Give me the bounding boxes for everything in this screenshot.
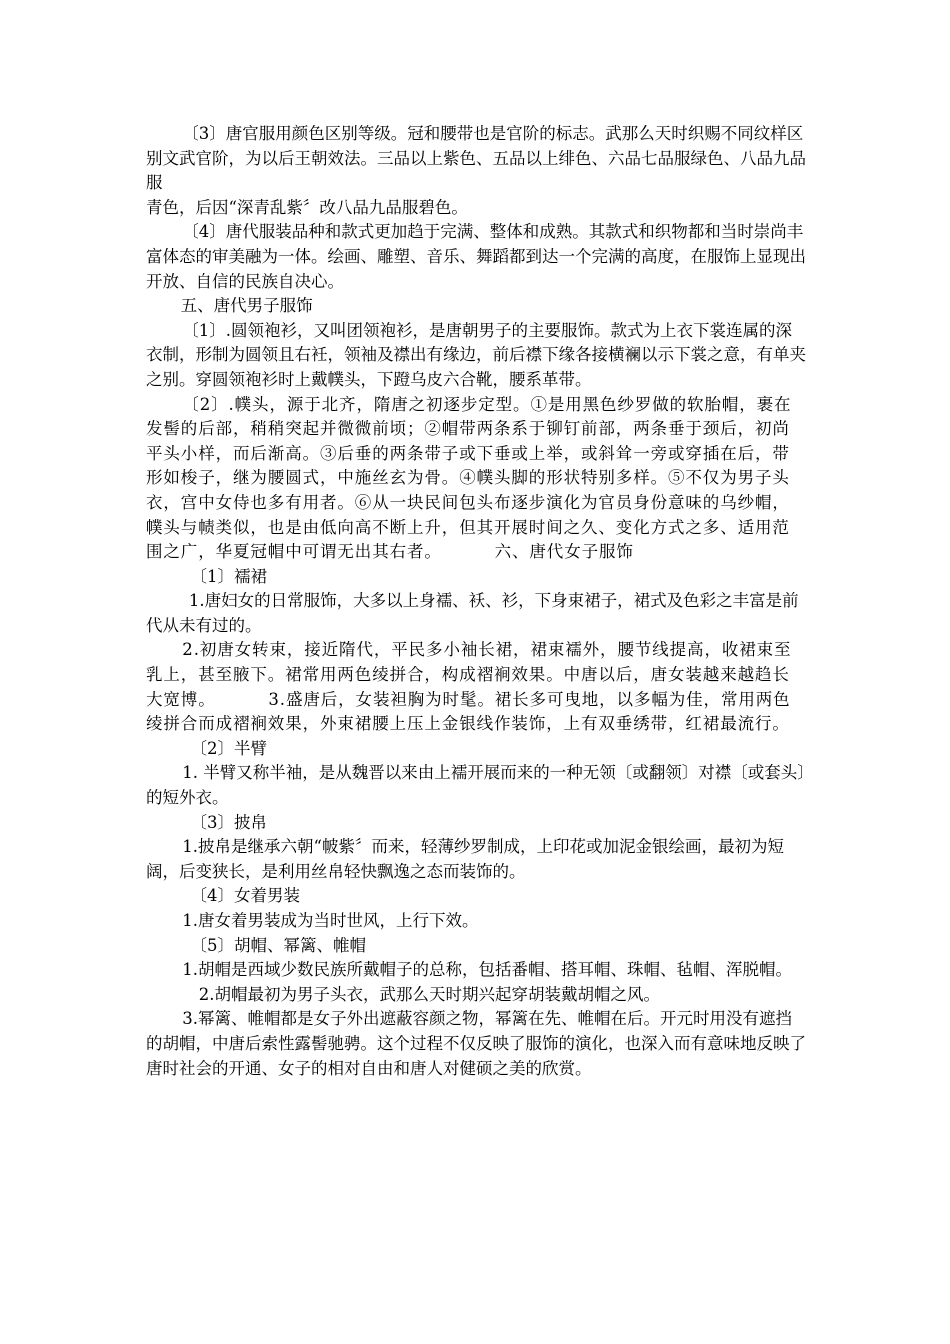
document-page (146, 122, 806, 1081)
hats-2-text: 2.胡帽最初为男子头衣，武那么天时期兴起穿胡装戴胡帽之风。 (198, 984, 661, 1004)
paragraph-round-collar-robe: 〔1〕.圆领袍衫，又叫团领袍衫，是唐朝男子的主要服饰。款式为上衣下裳连属的深衣制，形制为圆领且右衽，领袖及襟出有缘边，前后襟下缘各接横襕以示下裳之意，有单夹之别。穿圆领袍衫时上戴幞头，下蹬乌皮六合靴，腰系革带。 (146, 320, 806, 389)
paragraph-ruqun-2 (146, 638, 806, 736)
paragraph-official-colors: 〔3〕唐官服用颜色区别等级。冠和腰带也是官阶的标志。武那么天时织赐不同纹样区别文武官阶，为以后王朝效法。三品以上紫色、五品以上绯色、六品七品服绿色、八品九品服 (146, 124, 806, 193)
paragraph-men-dress-1: 1.唐女着男装成为当时世风，上行下效。 (182, 911, 479, 930)
section-heading-men: 五、唐代男子服饰 (180, 296, 313, 316)
section-heading-women: 六、唐代女子服饰 (494, 542, 634, 562)
paragraph-pibo-1: 1.披帛是继承六朝“帔紫〞而来，轻薄纱罗制成，上印花或加泥金银绘画，最初为短阔，后变狭长，是利用丝帛轻快飘逸之态而装饰的。 (146, 837, 784, 881)
paragraph-official-colors-cont: 青色，后因“深青乱紫〞改八品九品服碧色。 (146, 197, 468, 217)
futou-text: 〔2〕.幞头，源于北齐，隋唐之初逐步定型。①是用黑色纱罗做的软胎帽，裹在发髻的后部，稍稍突起并微微前顷；②帽带两条系于铆钉前部，两条垂于颈后，初尚平头小样，而后渐高。③后垂的两条带子或下垂或上举，或斜耸一旁或穿插在后，带形如梭子，继为腰圆式，中施丝玄为骨。④幞头脚的形状特别多样。⑤不仅为男子头衣，宫中女侍也多有用者。⑥从一块民间包头布逐步演化为官员身份意味的乌纱帽，幞头与帻类似，也是由低向高不断上升，但其开展时间之久、变化方式之多、适用范围之广，华夏冠帽中可谓无出其右者。 (146, 394, 792, 562)
paragraph-banbi-1: 1. 半臂又称半袖，是从魏晋以来由上襦开展而来的一种无领〔或翻领〕对襟〔或套头〕的短外衣。 (146, 763, 806, 808)
ruqun-3-text: 3.盛唐后，女装袒胸为时髦。裙长多可曳地，以多幅为佳，常用两色绫拼合而成褶裥效果，外束裙腰上压上金银线作装饰，上有双垂绣带，红裙最流行。 (146, 689, 791, 734)
hats-1-text: 1.胡帽是西域少数民族所戴帽子的总称，包括番帽、搭耳帽、珠帽、毡帽、浑脱帽。 (182, 960, 793, 980)
subheading-ruqun: 〔1〕襦裙 (190, 566, 268, 586)
ruqun-2-text: 2.初唐女转束，接近隋代，平民多小袖长裙，裙束襦外，腰节线提高，收裙束至乳上，甚至腋下。裙常用两色绫拼合，构成褶裥效果。中唐以后，唐女装越来越趋长大宽博。 (146, 640, 792, 709)
paragraph-hats-1 (146, 958, 806, 1007)
subheading-men-dress: 〔4〕女着男装 (190, 886, 301, 906)
subheading-pibo: 〔3〕披帛 (190, 812, 268, 832)
subheading-hats: 〔5〕胡帽、幂篱、帷帽 (190, 935, 367, 955)
paragraph-futou (146, 393, 806, 565)
paragraph-clothing-styles: 〔4〕唐代服装品种和款式更加趋于完满、整体和成熟。其款式和织物都和当时崇尚丰富体态的审美融为一体。绘画、雕塑、音乐、舞蹈都到达一个完满的高度，在服饰上显现出开放、自信的民族自决心。 (146, 222, 806, 291)
paragraph-hats-3: 3.幂篱、帷帽都是女子外出遮蔽容颜之物，幂篱在先、帷帽在后。开元时用没有遮挡的胡帽，中唐后索性露髻驰骋。这个过程不仅反映了服饰的演化，也深入而有意味地反映了唐时社会的开通、女子的相对自由和唐人对健硕之美的欣赏。 (146, 1009, 806, 1078)
subheading-banbi: 〔2〕半臂 (190, 738, 268, 758)
paragraph-ruqun-1: 1.唐妇女的日常服饰，大多以上身襦、袄、衫，下身束裙子，裙式及色彩之丰富是前代从未有过的。 (146, 591, 799, 635)
